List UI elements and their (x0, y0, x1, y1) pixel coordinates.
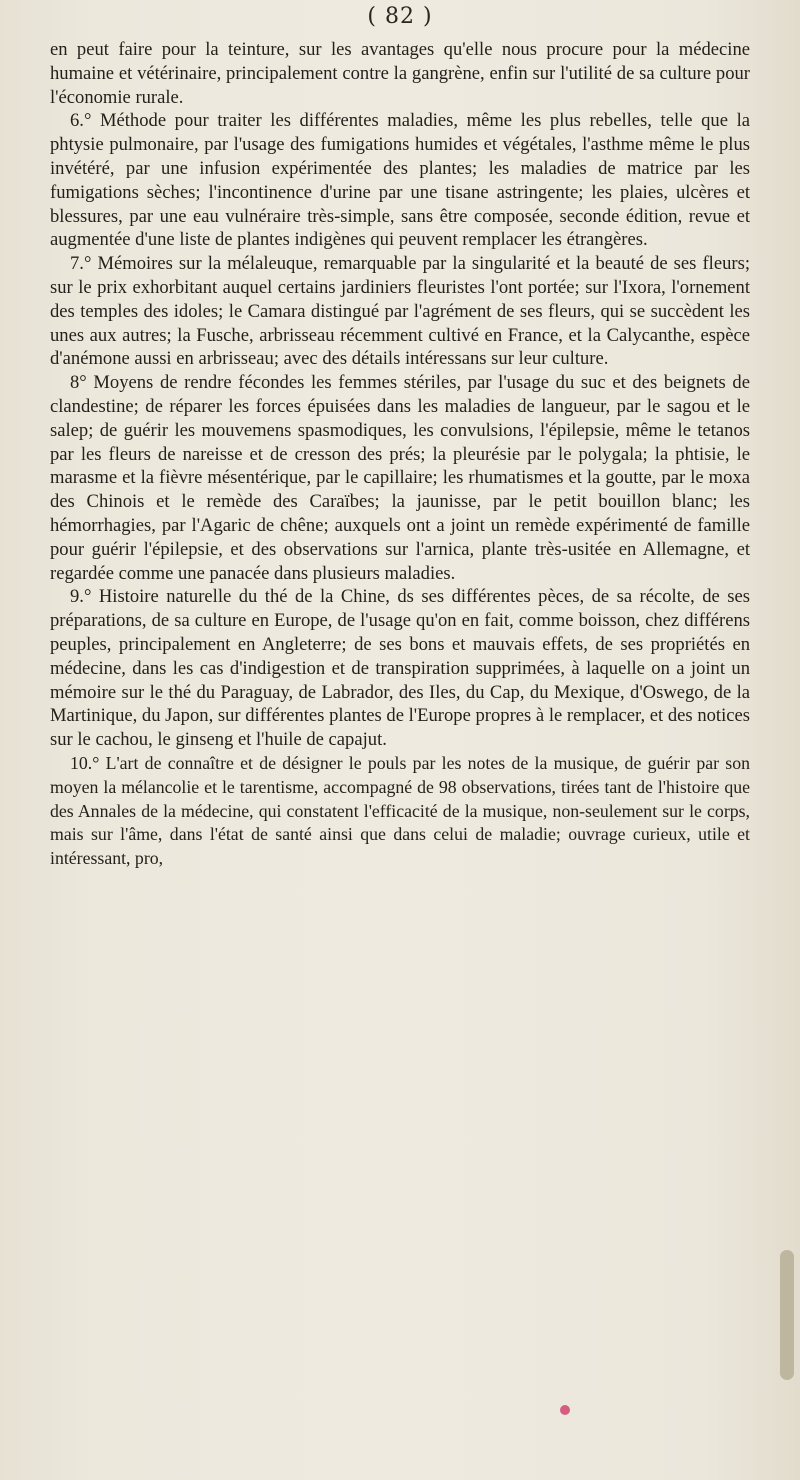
paragraph-item-10: 10.° L'art de connaître et de désigner le pouls par les notes de la musique, de guérir par son moyen la mélancolie et le tarentisme, accompagné de 98 observations, tirées tant de l'histoire que des Annales de la médecine, qui constatent l'efficacité de la musique, non-seulement sur le corps, mais sur l'âme, dans l'état de santé ainsi que dans celui de maladie; ouvrage curieux, utile et intéressant, pro, (50, 752, 750, 869)
paragraph-item-8: 8° Moyens de rendre fécondes les femmes stériles, par l'usage du suc et des beignets de clandestine; de réparer les forces épuisées dans les maladies de langueur, par le sagou et le salep; de guérir les mouvemens spasmodiques, les convulsions, l'épilepsie, même le tetanos par les fleurs de nareisse et de cresson des prés; la pleurésie par le polygala; la phtisie, le marasme et la fièvre mésentérique, par le capillaire; les rhumatismes et la goutte, par le moxa des Chinois et le remède des Caraïbes; la jaunisse, par le petit bouillon blanc; les hémorrhagies, par l'Agaric de chêne; auxquels ont a joint un remède expérimenté de famille pour guérir l'épilepsie, et des observations sur l'arnica, plante très-usitée en Allemagne, et regardée comme une panacée dans plusieurs maladies. (50, 372, 750, 584)
ink-spot (560, 1405, 570, 1415)
body-text (50, 38, 750, 871)
paragraph-continuation: en peut faire pour la teinture, sur les avantages qu'elle nous procure pour la médecine humaine et vétérinaire, principalement contre la gangrène, enfin sur l'utilité de sa culture pour l'économie rurale. (50, 39, 750, 108)
paragraph-item-7: 7.° Mémoires sur la mélaleuque, remarquable par la singularité et la beauté de ses fleurs; sur le prix exhorbitant auquel certains jardiniers fleuristes l'ont portée; sur l'Ixora, l'ornement des temples des idoles; le Camara distingué par l'agrément de ses fleurs, qui se succèdent les unes aux autres; la Fusche, arbrisseau récemment cultivé en France, et la Calycanthe, espèce d'anémone aussi en arbrisseau; avec des détails intéressans sur leur culture. (50, 253, 750, 370)
paragraph-item-6: 6.° Méthode pour traiter les différentes maladies, même les plus rebelles, telle que la phtysie pulmonaire, par l'usage des fumigations humides et végétales, l'asthme même le plus invétéré, par une infusion expérimentée des plantes; les maladies de matrice par les fumigations sèches; l'incontinence d'urine par une tisane astringente; les plaies, ulcères et blessures, par une eau vulnéraire très-simple, sans être composée, seconde édition, revue et augmentée d'une liste de plantes indigènes qui peuvent remplacer les étrangères. (50, 110, 750, 251)
paragraph-item-9: 9.° Histoire naturelle du thé de la Chine, ds ses différentes pèces, de sa récolte, de ses préparations, de sa culture en Europe, de l'usage qu'on en fait, comme boisson, chez différens peuples, principalement en Angleterre; de ses bons et mauvais effets, de ses propriétés en médecine, dans les cas d'indigestion et de transpiration supprimées, à laquelle on a joint un mémoire sur le thé du Paraguay, de Labrador, des Iles, du Cap, du Mexique, d'Oswego, de la Martinique, du Japon, sur différentes plantes de l'Europe propres à le remplacer, et des notices sur le cachou, le ginseng et l'huile de capajut. (50, 586, 750, 751)
page-edge-stain (780, 1250, 794, 1380)
page-number: ( 82 ) (367, 4, 433, 29)
